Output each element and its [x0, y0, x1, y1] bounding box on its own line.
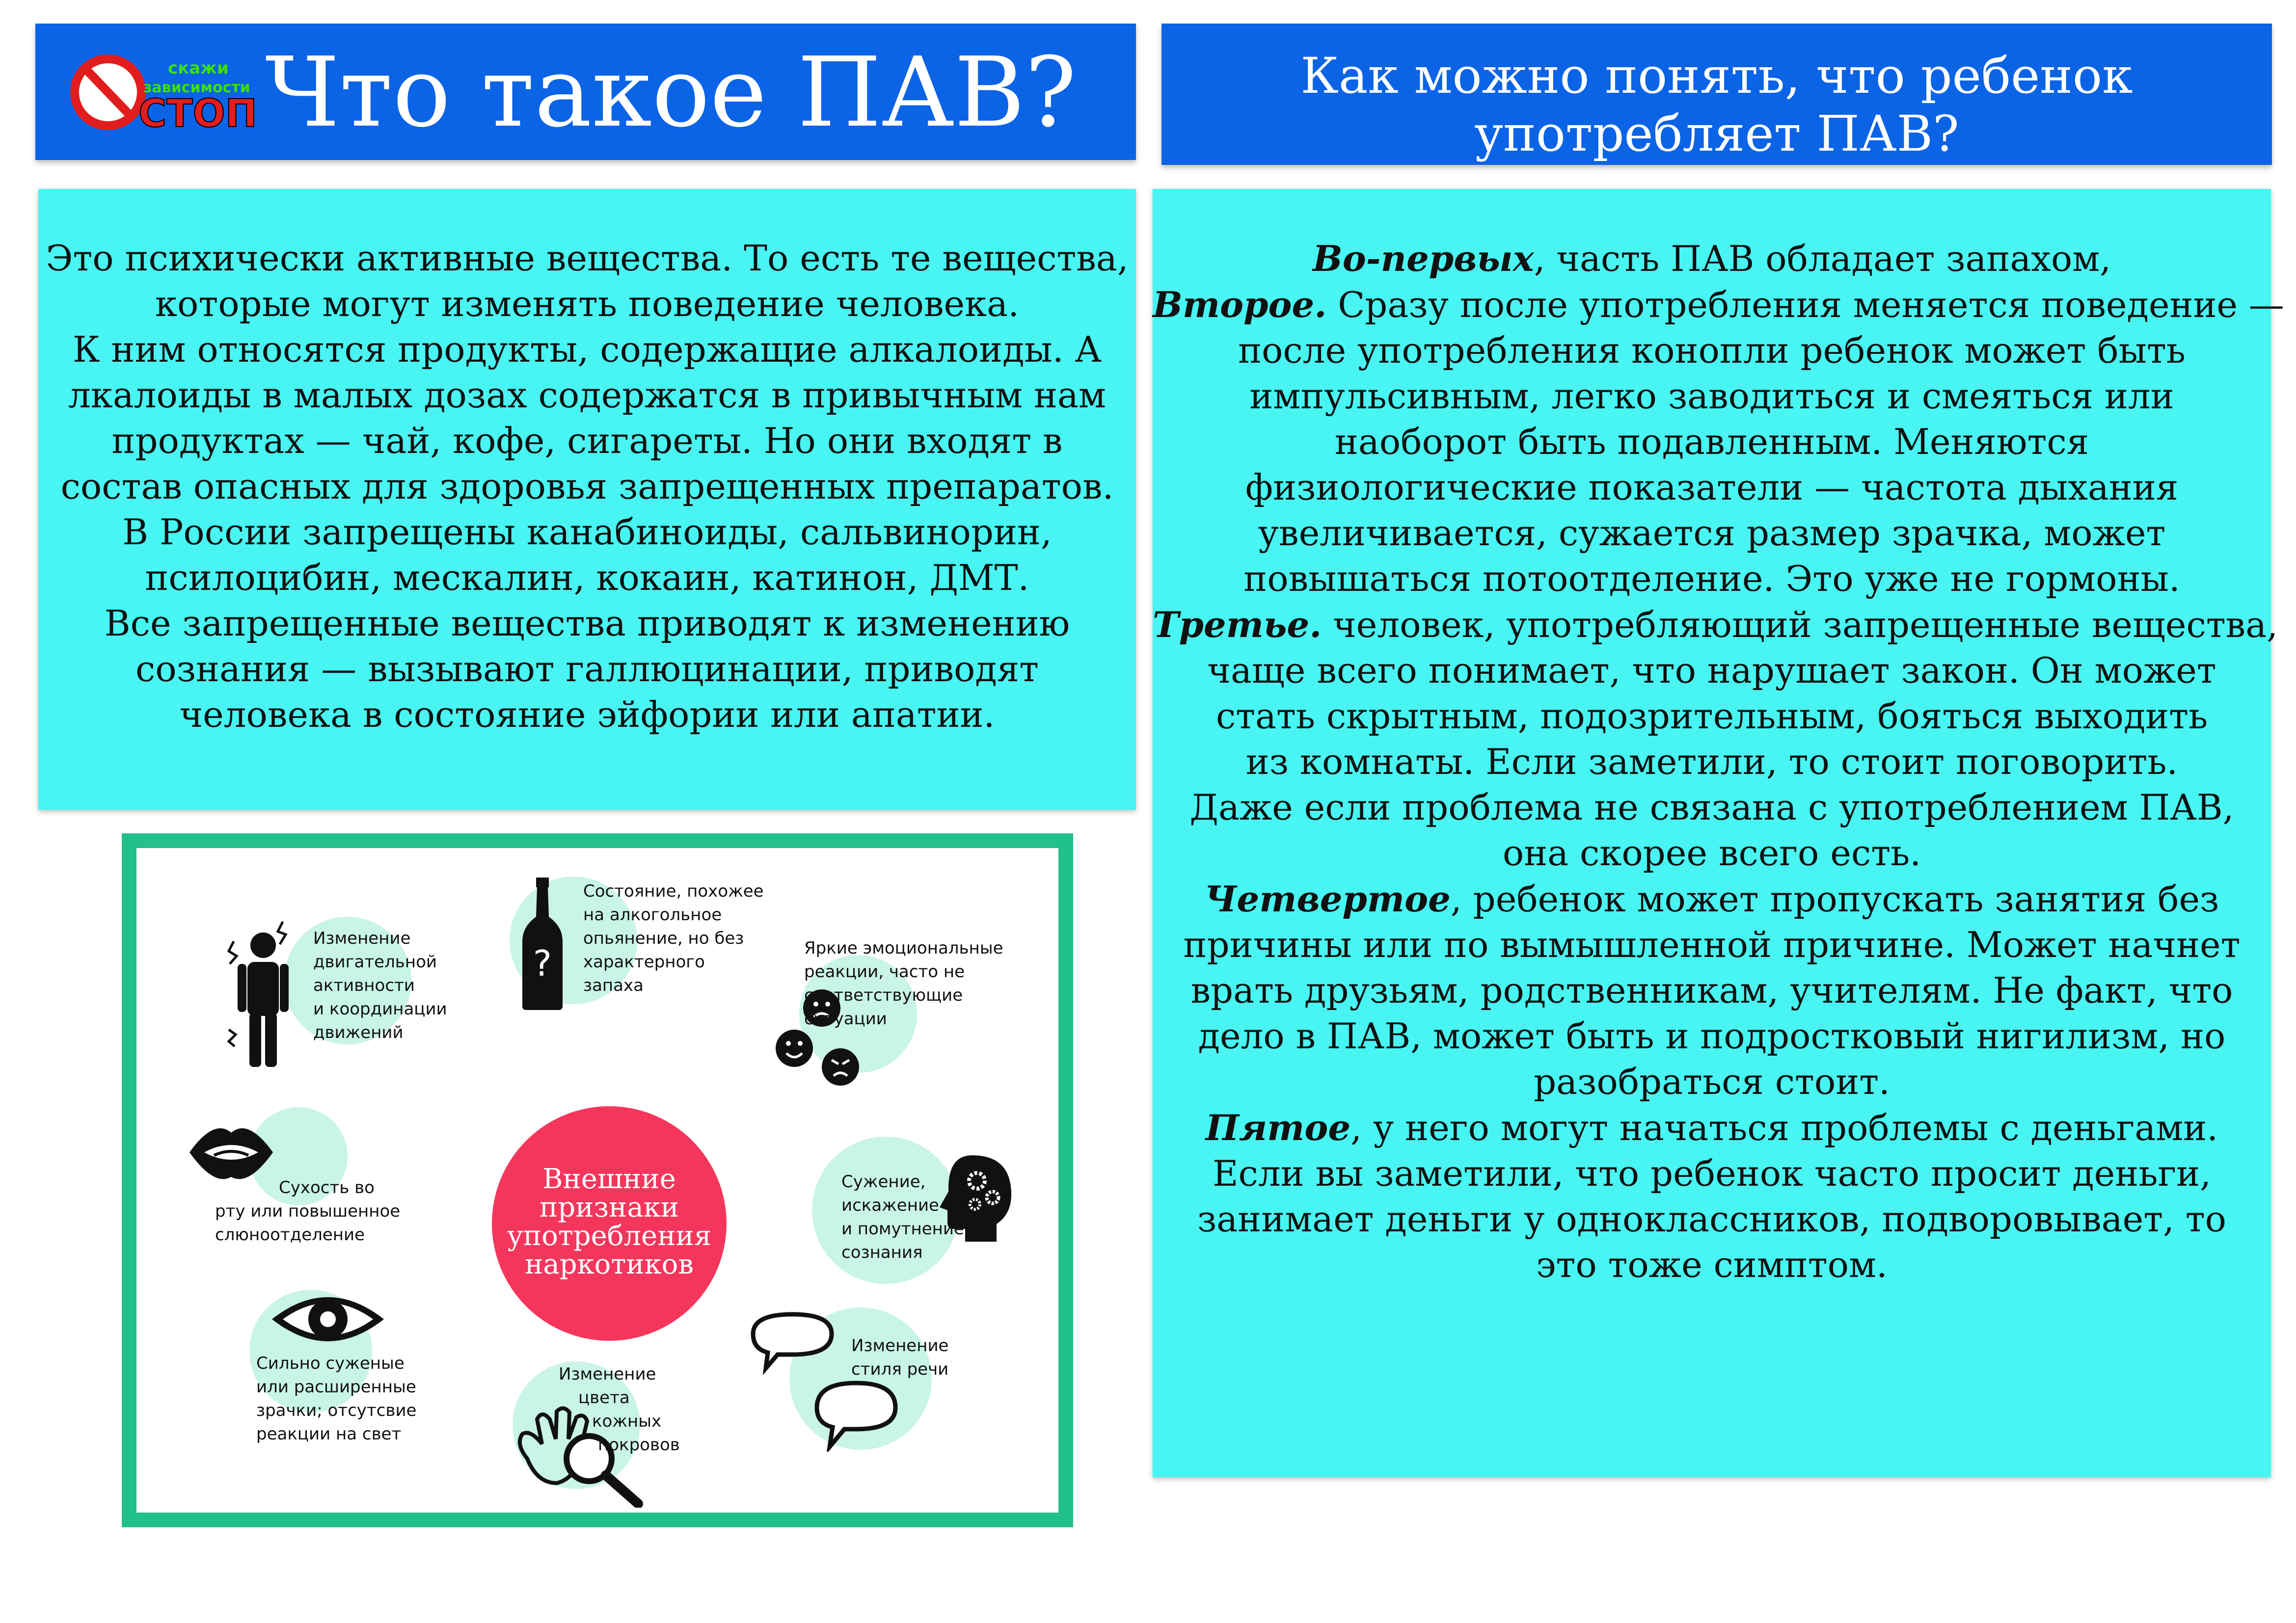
- label-line: реакции на свет: [256, 1424, 402, 1444]
- text-line: [1153, 419, 2271, 465]
- happy-face-icon: [776, 1030, 813, 1067]
- left-header: [35, 24, 1136, 160]
- eye-icon: [269, 1290, 387, 1349]
- alcohol-label: [583, 879, 764, 997]
- label-line: искажение: [841, 1196, 939, 1215]
- label-line: и координации: [313, 999, 447, 1019]
- text-line: человека в состояние эйфории или апатии.: [179, 694, 995, 735]
- label-line: цвета: [578, 1388, 630, 1408]
- line-text: наоборот быть подавленным. Меняются: [1334, 421, 2089, 462]
- label-line: Сильно суженые: [256, 1354, 405, 1373]
- right-title-line: употребляет ПАВ?: [1474, 105, 1959, 162]
- line-text: чаще всего понимает, что нарушает закон. Он может: [1207, 650, 2216, 691]
- signs-infographic: [122, 833, 1073, 1527]
- label-line: активности: [313, 976, 415, 995]
- infographic-inner: [136, 848, 1058, 1513]
- text-line: сознания — вызывают галлюцинации, приводят: [135, 648, 1039, 690]
- label-line: реакции, часто не: [804, 962, 965, 982]
- label-line: Яркие эмоциональные: [804, 938, 1003, 958]
- label-line: стиля речи: [851, 1359, 949, 1379]
- text-line: [1153, 1013, 2271, 1059]
- consciousness-label: [841, 1170, 964, 1264]
- label-line: соответствующие: [804, 985, 963, 1005]
- how-to-tell-panel: [1153, 189, 2284, 1477]
- line-text: это тоже симптом.: [1536, 1244, 1888, 1285]
- logo-line1: скажи: [168, 58, 229, 78]
- text-line: [1153, 1059, 2271, 1105]
- line-text: Сразу после употребления меняется поведение —: [1326, 284, 2284, 325]
- line-text: , часть ПАВ обладает запахом,: [1534, 238, 2111, 279]
- center-line: употребления: [507, 1220, 712, 1252]
- line-text: физиологические показатели — частота дыхания: [1245, 467, 2179, 508]
- label-line: зрачки; отсутсвие: [256, 1401, 417, 1420]
- line-text: причины или по вымышленной причине. Может начнет: [1183, 924, 2241, 965]
- text-line: К ним относятся продукты, содержащие алкалоиды. А: [72, 329, 1102, 370]
- text-line: [1153, 510, 2271, 556]
- page-title: Что такое ПАВ?: [265, 37, 1077, 149]
- text-line: [1153, 922, 2271, 968]
- text-line: лкалоиды в малых дозах содержатся в привычным нам: [68, 374, 1106, 416]
- text-line: [1153, 1151, 2271, 1197]
- text-line: [1153, 1197, 2271, 1242]
- motor-label: [313, 927, 447, 1044]
- what-is-pav-panel: [38, 189, 1136, 810]
- line-text: она скорее всего есть.: [1502, 832, 1921, 874]
- label-line: кожных: [592, 1411, 662, 1431]
- center-line: признаки: [539, 1192, 679, 1224]
- right-header: [1162, 24, 2272, 165]
- line-text: разобраться стоит.: [1534, 1061, 1890, 1102]
- label-line: Сужение,: [841, 1172, 926, 1192]
- center-title: [492, 1165, 727, 1279]
- logo-line2: зависимости: [143, 79, 250, 96]
- label-line: Изменение: [313, 929, 411, 948]
- text-line: Это психически активные вещества. То есть те вещества,: [46, 238, 1129, 279]
- line-text: дело в ПАВ, может быть и подростковый нигилизм, но: [1198, 1015, 2226, 1057]
- emphasis-lead: Четвертое: [1204, 878, 1451, 920]
- line-text: стать скрытным, подозрительным, бояться выходить: [1216, 695, 2208, 737]
- label-line: запаха: [583, 976, 644, 995]
- bottle-question-mark: ?: [533, 943, 552, 984]
- label-line: покровов: [598, 1435, 680, 1455]
- person-shaking-icon: [224, 917, 302, 1069]
- label-line: Изменение: [559, 1364, 656, 1384]
- text-line: псилоцибин, мескалин, кокаин, катинон, ДМТ.: [145, 557, 1029, 598]
- label-line: опьянение, но без: [583, 929, 744, 948]
- label-line: и помутнение: [841, 1219, 964, 1239]
- center-line: Внешние: [542, 1163, 676, 1195]
- emphasis-lead: Пятое: [1205, 1107, 1351, 1148]
- angry-face-icon: [822, 1048, 859, 1086]
- line-text: Если вы заметили, что ребенок часто просит деньги,: [1213, 1153, 2211, 1194]
- text-line: В России запрещены канабиноиды, сальвинорин,: [122, 511, 1052, 553]
- right-title-line: Как можно понять, что ребенок: [1300, 47, 2133, 105]
- how-to-tell-text: [1153, 236, 2284, 1288]
- logo-line3: СТОП: [138, 92, 258, 136]
- center-line: наркотиков: [525, 1249, 694, 1280]
- right-title: [1162, 47, 2272, 163]
- text-line: [1153, 556, 2271, 602]
- label-line: ситуации: [804, 1009, 887, 1029]
- line-text: человек, употребляющий запрещенные вещества,: [1322, 604, 2278, 645]
- text-line: [1153, 1105, 2271, 1151]
- emphasis-lead: Второе.: [1153, 284, 1327, 325]
- emphasis-lead: Во-первых: [1312, 238, 1534, 279]
- emotions-label: [804, 936, 1003, 1031]
- emphasis-lead: Третье.: [1153, 604, 1322, 645]
- line-text: , ребенок может пропускать занятия без: [1450, 878, 2219, 920]
- text-line: [1153, 328, 2271, 373]
- text-line: Все запрещенные вещества приводят к изменению: [104, 603, 1070, 644]
- text-line: [1153, 648, 2271, 693]
- text-line: [1153, 1242, 2271, 1288]
- mouth-label: [215, 1176, 400, 1247]
- text-line: [1153, 236, 2271, 282]
- speech-label: [851, 1334, 948, 1381]
- line-text: из комнаты. Если заметили, то стоит поговорить.: [1245, 741, 2178, 782]
- line-text: после употребления конопли ребенок может быть: [1238, 330, 2186, 371]
- line-text: повышаться потоотделение. Это уже не гормоны.: [1243, 558, 2180, 599]
- line-text: врать друзьям, родственникам, учителям. Не факт, что: [1190, 970, 2233, 1011]
- text-line: [1153, 602, 2278, 648]
- label-line: Изменение: [851, 1336, 949, 1356]
- line-text: увеличивается, сужается размер зрачка, может: [1258, 512, 2166, 554]
- label-line: Состояние, похожее: [583, 881, 764, 901]
- label-line: двигательной: [313, 952, 437, 972]
- label-line: слюноотделение: [215, 1225, 365, 1245]
- bottle-icon: [520, 878, 565, 1010]
- text-line: [1153, 282, 2284, 328]
- text-line: [1153, 465, 2271, 510]
- text-line: состав опасных для здоровья запрещенных препаратов.: [60, 466, 1114, 507]
- label-line: характерного: [583, 952, 705, 972]
- what-is-pav-text: [38, 236, 1136, 738]
- line-text: , у него могут начаться проблемы с деньгами.: [1351, 1107, 2218, 1148]
- label-line: движений: [313, 1023, 404, 1042]
- text-line: [1153, 968, 2271, 1013]
- line-text: Даже если проблема не связана с употреблением ПАВ,: [1189, 787, 2234, 828]
- label-line: рту или повышенное: [215, 1201, 401, 1221]
- stop-addiction-logo: [65, 43, 271, 141]
- skin-label: [559, 1362, 680, 1457]
- center-circle: [492, 1106, 727, 1341]
- text-line: продуктах — чай, кофе, сигареты. Но они входят в: [111, 420, 1063, 461]
- label-line: или расширенные: [256, 1377, 416, 1397]
- label-line: на алкогольное: [583, 905, 722, 925]
- pupils-label: [256, 1352, 416, 1446]
- label-line: Сухость во: [279, 1178, 375, 1197]
- text-line: [1153, 785, 2271, 830]
- line-text: занимает деньги у одноклассников, подворовывает, то: [1197, 1198, 2227, 1240]
- text-line: которые могут изменять поведение человека.: [155, 283, 1019, 324]
- text-line: [1153, 739, 2271, 785]
- text-line: [1153, 876, 2271, 922]
- text-line: [1153, 830, 2271, 876]
- label-line: сознания: [841, 1243, 923, 1262]
- line-text: импульсивным, легко заводиться и смеяться или: [1249, 375, 2174, 417]
- text-line: [1153, 693, 2271, 739]
- text-line: [1153, 373, 2271, 419]
